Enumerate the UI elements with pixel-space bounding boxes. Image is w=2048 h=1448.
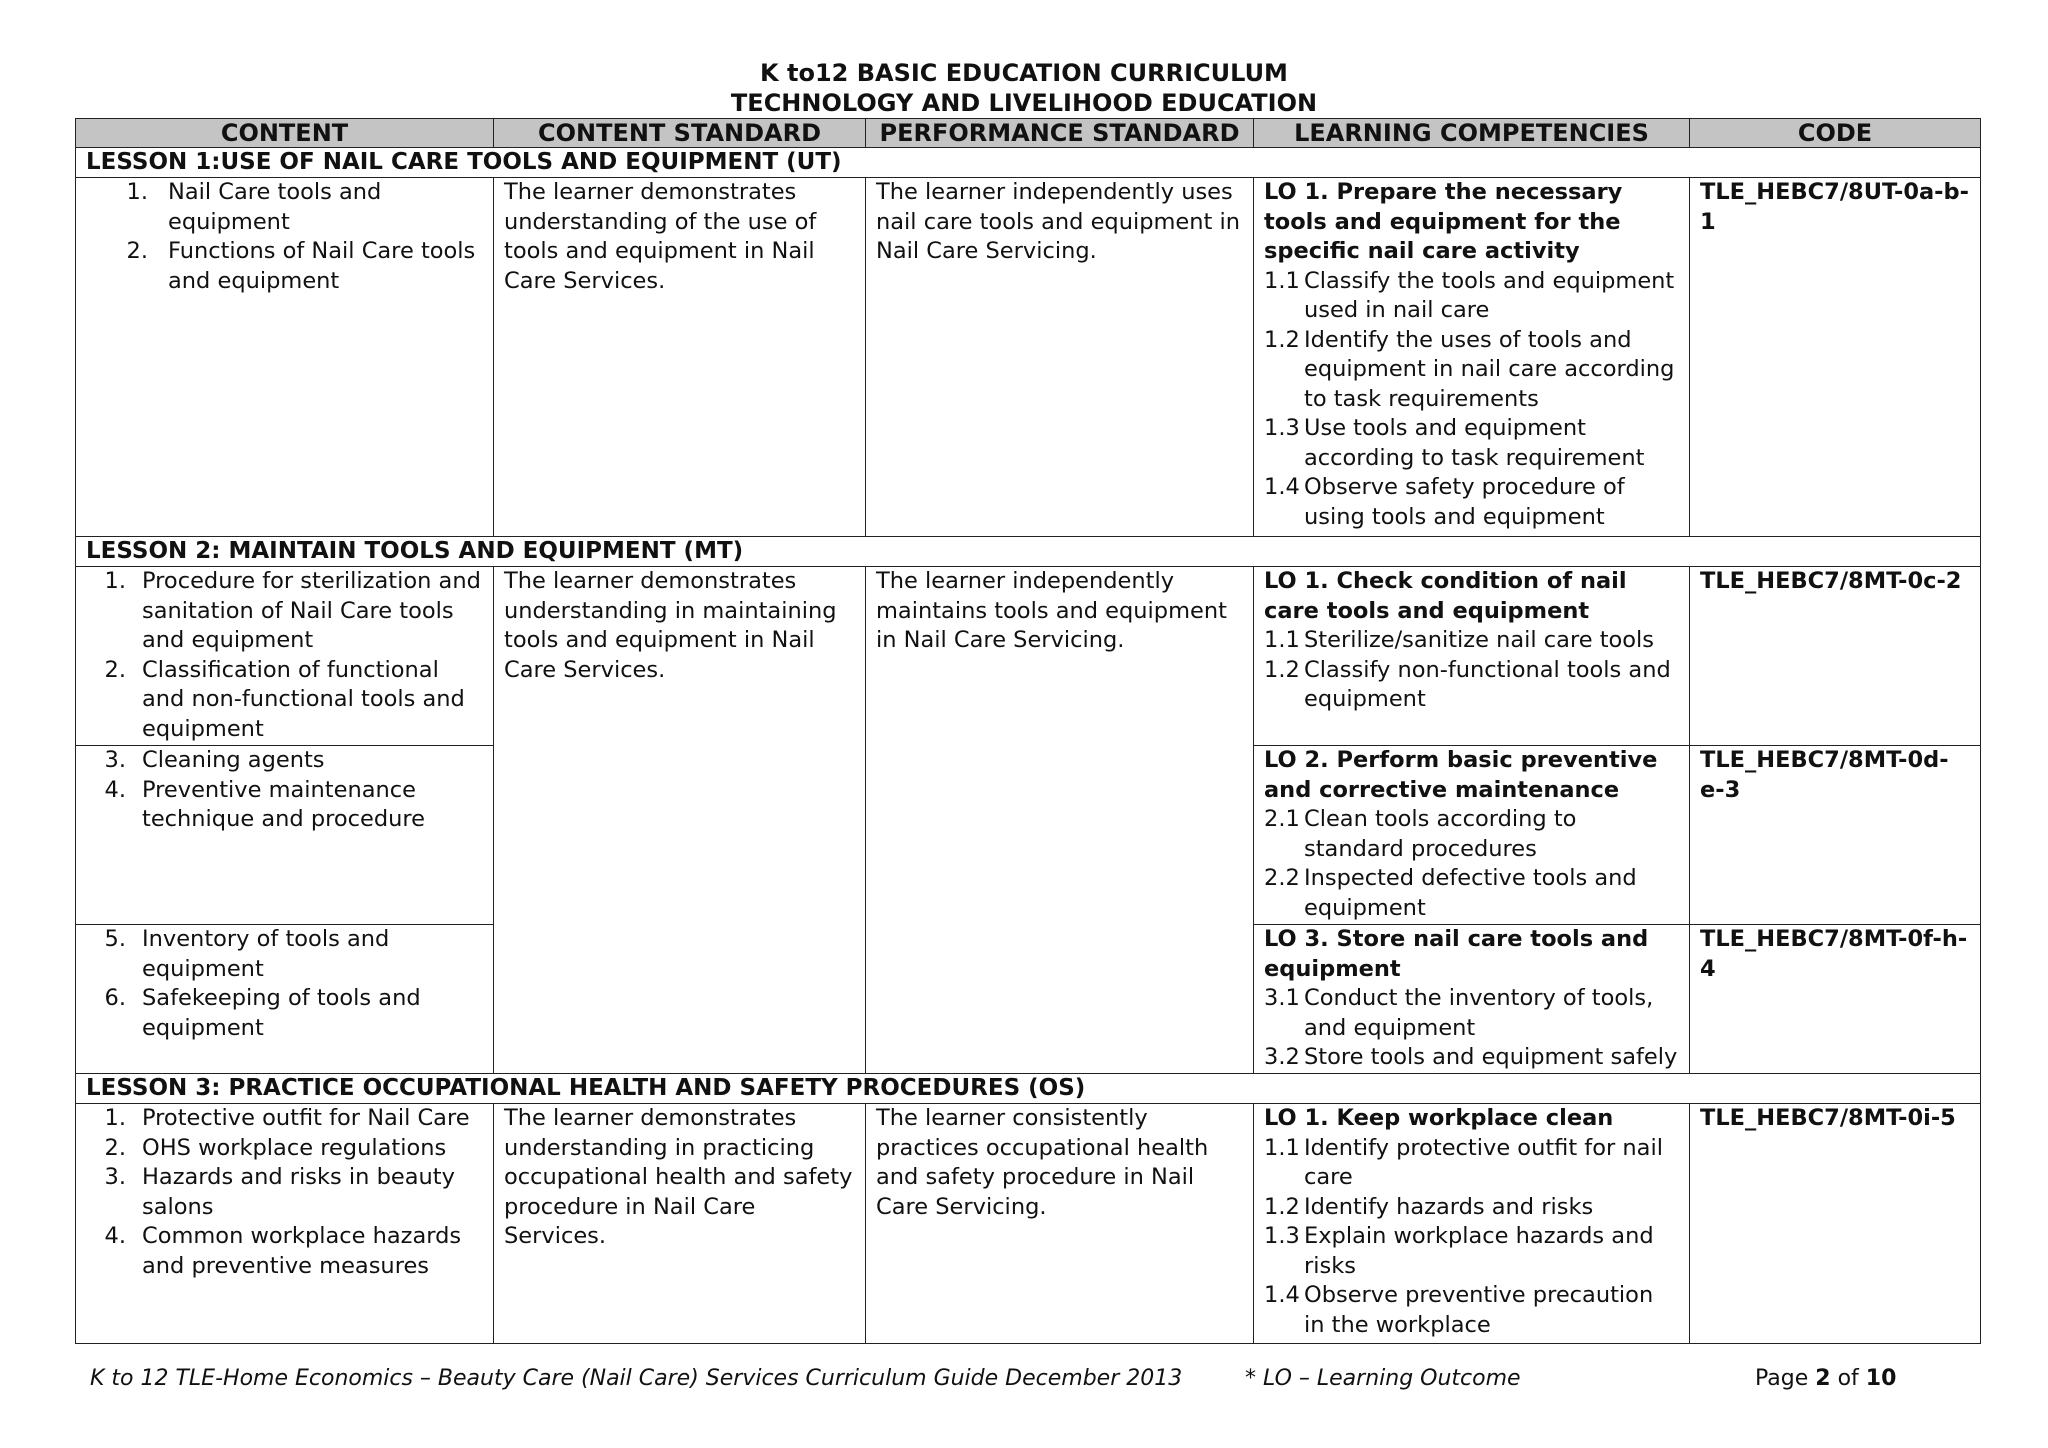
competency-item: 2.1 Clean tools according to standard procedures xyxy=(1264,806,1577,862)
footer-lo-note: * LO – Learning Outcome xyxy=(1245,1366,1521,1391)
learning-competencies-cell xyxy=(1254,746,1690,925)
performance-standard-cell: The learner independently uses nail care tools and equipment in Nail Care Servicing. xyxy=(866,178,1254,537)
content-list xyxy=(86,178,483,296)
content-cell xyxy=(76,1104,494,1344)
competency-item: 1.4 Observe preventive precaution in the workplace xyxy=(1264,1282,1654,1338)
lesson-1-title: LESSON 1:USE OF NAIL CARE TOOLS AND EQUIPMENT (UT) xyxy=(76,148,1690,178)
content-standard-cell: The learner demonstrates understanding of the use of tools and equipment in Nail Care Services. xyxy=(494,178,866,537)
list-item: 5. Inventory of tools and equipment xyxy=(104,926,390,982)
curriculum-table xyxy=(75,118,1981,1344)
list-item: 2. Classification of functional and non-functional tools and equipment xyxy=(104,656,465,742)
competency-item: 1.3 Explain workplace hazards and risks xyxy=(1264,1223,1654,1279)
column-header-code: CODE xyxy=(1690,119,1981,148)
table-row xyxy=(76,567,1981,746)
competency-item: 1.1 Classify the tools and equipment used in nail care xyxy=(1264,267,1675,323)
header-line-2: TECHNOLOGY AND LIVELIHOOD EDUCATION xyxy=(730,89,1318,117)
content-standard-cell: The learner demonstrates understanding in maintaining tools and equipment in Nail Care Services. xyxy=(494,567,866,1074)
column-header-content-standard: CONTENT STANDARD xyxy=(494,119,866,148)
competency-item: 3.2 Store tools and equipment safely xyxy=(1264,1044,1678,1070)
footer-guide-title: K to 12 TLE-Home Economics – Beauty Care (Nail Care) Services Curriculum Guide December 2013 xyxy=(90,1366,1183,1391)
learning-competencies-cell xyxy=(1254,925,1690,1074)
competency-item: 1.4 Observe safety procedure of using tools and equipment xyxy=(1264,474,1625,530)
content-list xyxy=(86,1104,483,1281)
competency-item: 1.1 Sterilize/sanitize nail care tools xyxy=(1264,627,1655,653)
content-standard-cell: The learner demonstrates understanding in practicing occupational health and safety procedure in Nail Care Services. xyxy=(494,1104,866,1344)
list-item: 2. OHS workplace regulations xyxy=(104,1134,447,1161)
content-cell xyxy=(76,178,494,537)
competency-item: 2.2 Inspected defective tools and equipment xyxy=(1264,865,1637,921)
competency-item: 1.3 Use tools and equipment according to task requirement xyxy=(1264,415,1645,471)
lesson-row xyxy=(76,1074,1981,1104)
list-item: 1. Nail Care tools and equipment xyxy=(126,179,382,235)
content-list xyxy=(86,746,483,835)
code-cell: TLE_HEBC7/8MT-0i-5 xyxy=(1690,1104,1981,1344)
learning-competencies-cell xyxy=(1254,178,1690,537)
lo-title: LO 1. Check condition of nail care tools and equipment xyxy=(1264,568,1627,624)
lesson-2-title: LESSON 2: MAINTAIN TOOLS AND EQUIPMENT (MT) xyxy=(76,537,1690,567)
table-row xyxy=(76,178,1981,537)
list-item: 2. Functions of Nail Care tools and equipment xyxy=(126,238,476,294)
lesson-row xyxy=(76,537,1981,567)
lo-title: LO 3. Store nail care tools and equipment xyxy=(1264,926,1649,982)
competency-item: 1.2 Identify the uses of tools and equipment in nail care according to task requirements xyxy=(1264,326,1675,412)
content-cell xyxy=(76,925,494,1074)
learning-competencies-cell xyxy=(1254,1104,1690,1344)
column-header-performance-standard: PERFORMANCE STANDARD xyxy=(866,119,1254,148)
content-cell xyxy=(76,567,494,746)
header-line-1: K to12 BASIC EDUCATION CURRICULUM xyxy=(760,59,1288,87)
lo-title: LO 1. Prepare the necessary tools and equipment for the specific nail care activity xyxy=(1264,179,1623,264)
table-header-row xyxy=(76,119,1981,148)
content-cell xyxy=(76,746,494,925)
lesson-row xyxy=(76,148,1981,178)
competency-item: 1.2 Identify hazards and risks xyxy=(1264,1193,1594,1220)
footer-page-number: Page 2 of 10 xyxy=(1755,1366,1897,1391)
document-header xyxy=(0,58,2048,118)
lesson-3-title: LESSON 3: PRACTICE OCCUPATIONAL HEALTH AND SAFETY PROCEDURES (OS) xyxy=(76,1074,1690,1104)
content-list xyxy=(86,567,483,744)
lo-title: LO 1. Keep workplace clean xyxy=(1264,1105,1614,1131)
code-cell: TLE_HEBC7/8MT-0d-e-3 xyxy=(1690,746,1981,925)
competency-item: 1.1 Identify protective outfit for nail care xyxy=(1264,1134,1663,1190)
list-item: 4. Preventive maintenance technique and procedure xyxy=(104,776,425,832)
list-item: 1. Protective outfit for Nail Care xyxy=(104,1105,470,1131)
code-cell: TLE_HEBC7/8UT-0a-b-1 xyxy=(1690,178,1981,537)
competency-item: 1.2 Classify non-functional tools and equipment xyxy=(1264,656,1671,712)
performance-standard-cell: The learner independently maintains tools and equipment in Nail Care Servicing. xyxy=(866,567,1254,1074)
code-cell: TLE_HEBC7/8MT-0f-h-4 xyxy=(1690,925,1981,1074)
list-item: 4. Common workplace hazards and preventive measures xyxy=(104,1223,462,1279)
list-item: 3. Cleaning agents xyxy=(104,747,325,773)
list-item: 1. Procedure for sterilization and sanitation of Nail Care tools and equipment xyxy=(104,568,481,653)
list-item: 6. Safekeeping of tools and equipment xyxy=(104,985,421,1041)
competency-item: 3.1 Conduct the inventory of tools, and equipment xyxy=(1264,985,1654,1041)
table-row xyxy=(76,1104,1981,1344)
learning-competencies-cell xyxy=(1254,567,1690,746)
code-cell: TLE_HEBC7/8MT-0c-2 xyxy=(1690,567,1981,746)
performance-standard-cell: The learner consistently practices occupational health and safety procedure in Nail Care Servicing. xyxy=(866,1104,1254,1344)
content-list xyxy=(86,925,483,1043)
lo-title: LO 2. Perform basic preventive and corrective maintenance xyxy=(1264,747,1658,803)
column-header-learning-competencies: LEARNING COMPETENCIES xyxy=(1254,119,1690,148)
column-header-content: CONTENT xyxy=(76,119,494,148)
list-item: 3. Hazards and risks in beauty salons xyxy=(104,1164,455,1220)
